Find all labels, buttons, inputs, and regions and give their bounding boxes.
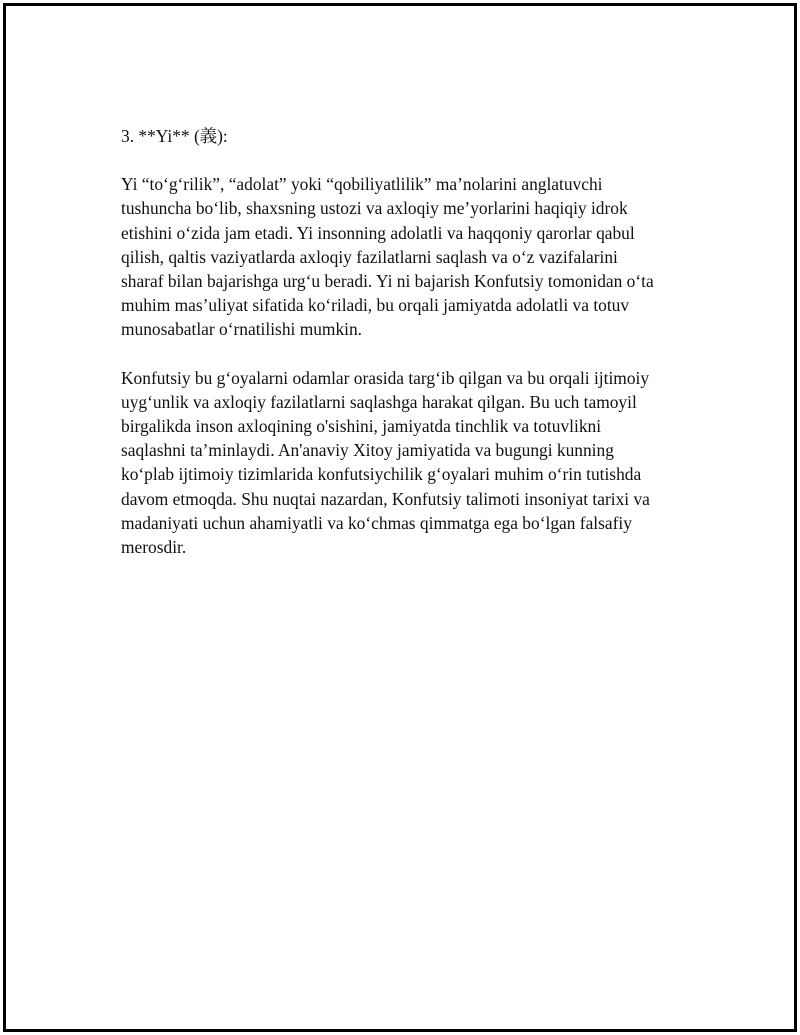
text-line: sharaf bilan bajarishga urg‘u beradi. Yi ni bajarish Konfutsiy tomonidan o‘ta: [121, 271, 654, 292]
text-line: madaniyati uchun ahamiyatli va ko‘chmas qimmatga ega bo‘lgan falsafiy: [121, 512, 632, 533]
text-line: Yi “to‘g‘rilik”, “adolat” yoki “qobiliyatlilik” ma’nolarini anglatuvchi: [121, 174, 603, 195]
text-line: ko‘plab ijtimoiy tizimlarida konfutsiychilik g‘oyalari muhim o‘rin tutishda: [121, 464, 642, 485]
page-frame: [3, 3, 797, 1032]
text-line: davom etmoqda. Shu nuqtai nazardan, Konfutsiy talimoti insoniyat tarixi va: [121, 488, 650, 509]
document-body: [121, 124, 701, 583]
paragraph-conclusion: [121, 366, 701, 560]
text-line: tushuncha bo‘lib, shaxsning ustozi va axloqiy me’yorlarini haqiqiy idrok: [121, 198, 628, 219]
text-line: birgalikda inson axloqining o'sishini, jamiyatda tinchlik va totuvlikni: [121, 416, 602, 437]
text-line: Konfutsiy bu g‘oyalarni odamlar orasida targ‘ib qilgan va bu orqali ijtimoiy: [121, 367, 650, 388]
text-line: merosdir.: [121, 537, 187, 558]
text-line: muhim mas’uliyat sifatida ko‘riladi, bu orqali jamiyatda adolatli va totuv: [121, 295, 630, 316]
text-line: saqlashni ta’minlaydi. An'anaviy Xitoy jamiyatida va bugungi kunning: [121, 440, 614, 461]
text-line: uyg‘unlik va axloqiy fazilatlarni saqlashga harakat qilgan. Bu uch tamoyil: [121, 391, 637, 412]
text-line: munosabatlar o‘rnatilishi mumkin.: [121, 319, 363, 340]
text-line: qilish, qaltis vaziyatlarda axloqiy fazilatlarni saqlash va o‘z vazifalarini: [121, 246, 618, 267]
text-line: etishini o‘zida jam etadi. Yi insonning adolatli va haqqoniy qarorlar qabul: [121, 222, 635, 243]
paragraph-yi-definition: [121, 172, 701, 341]
section-heading: 3. **Yi** (義):: [121, 126, 228, 146]
